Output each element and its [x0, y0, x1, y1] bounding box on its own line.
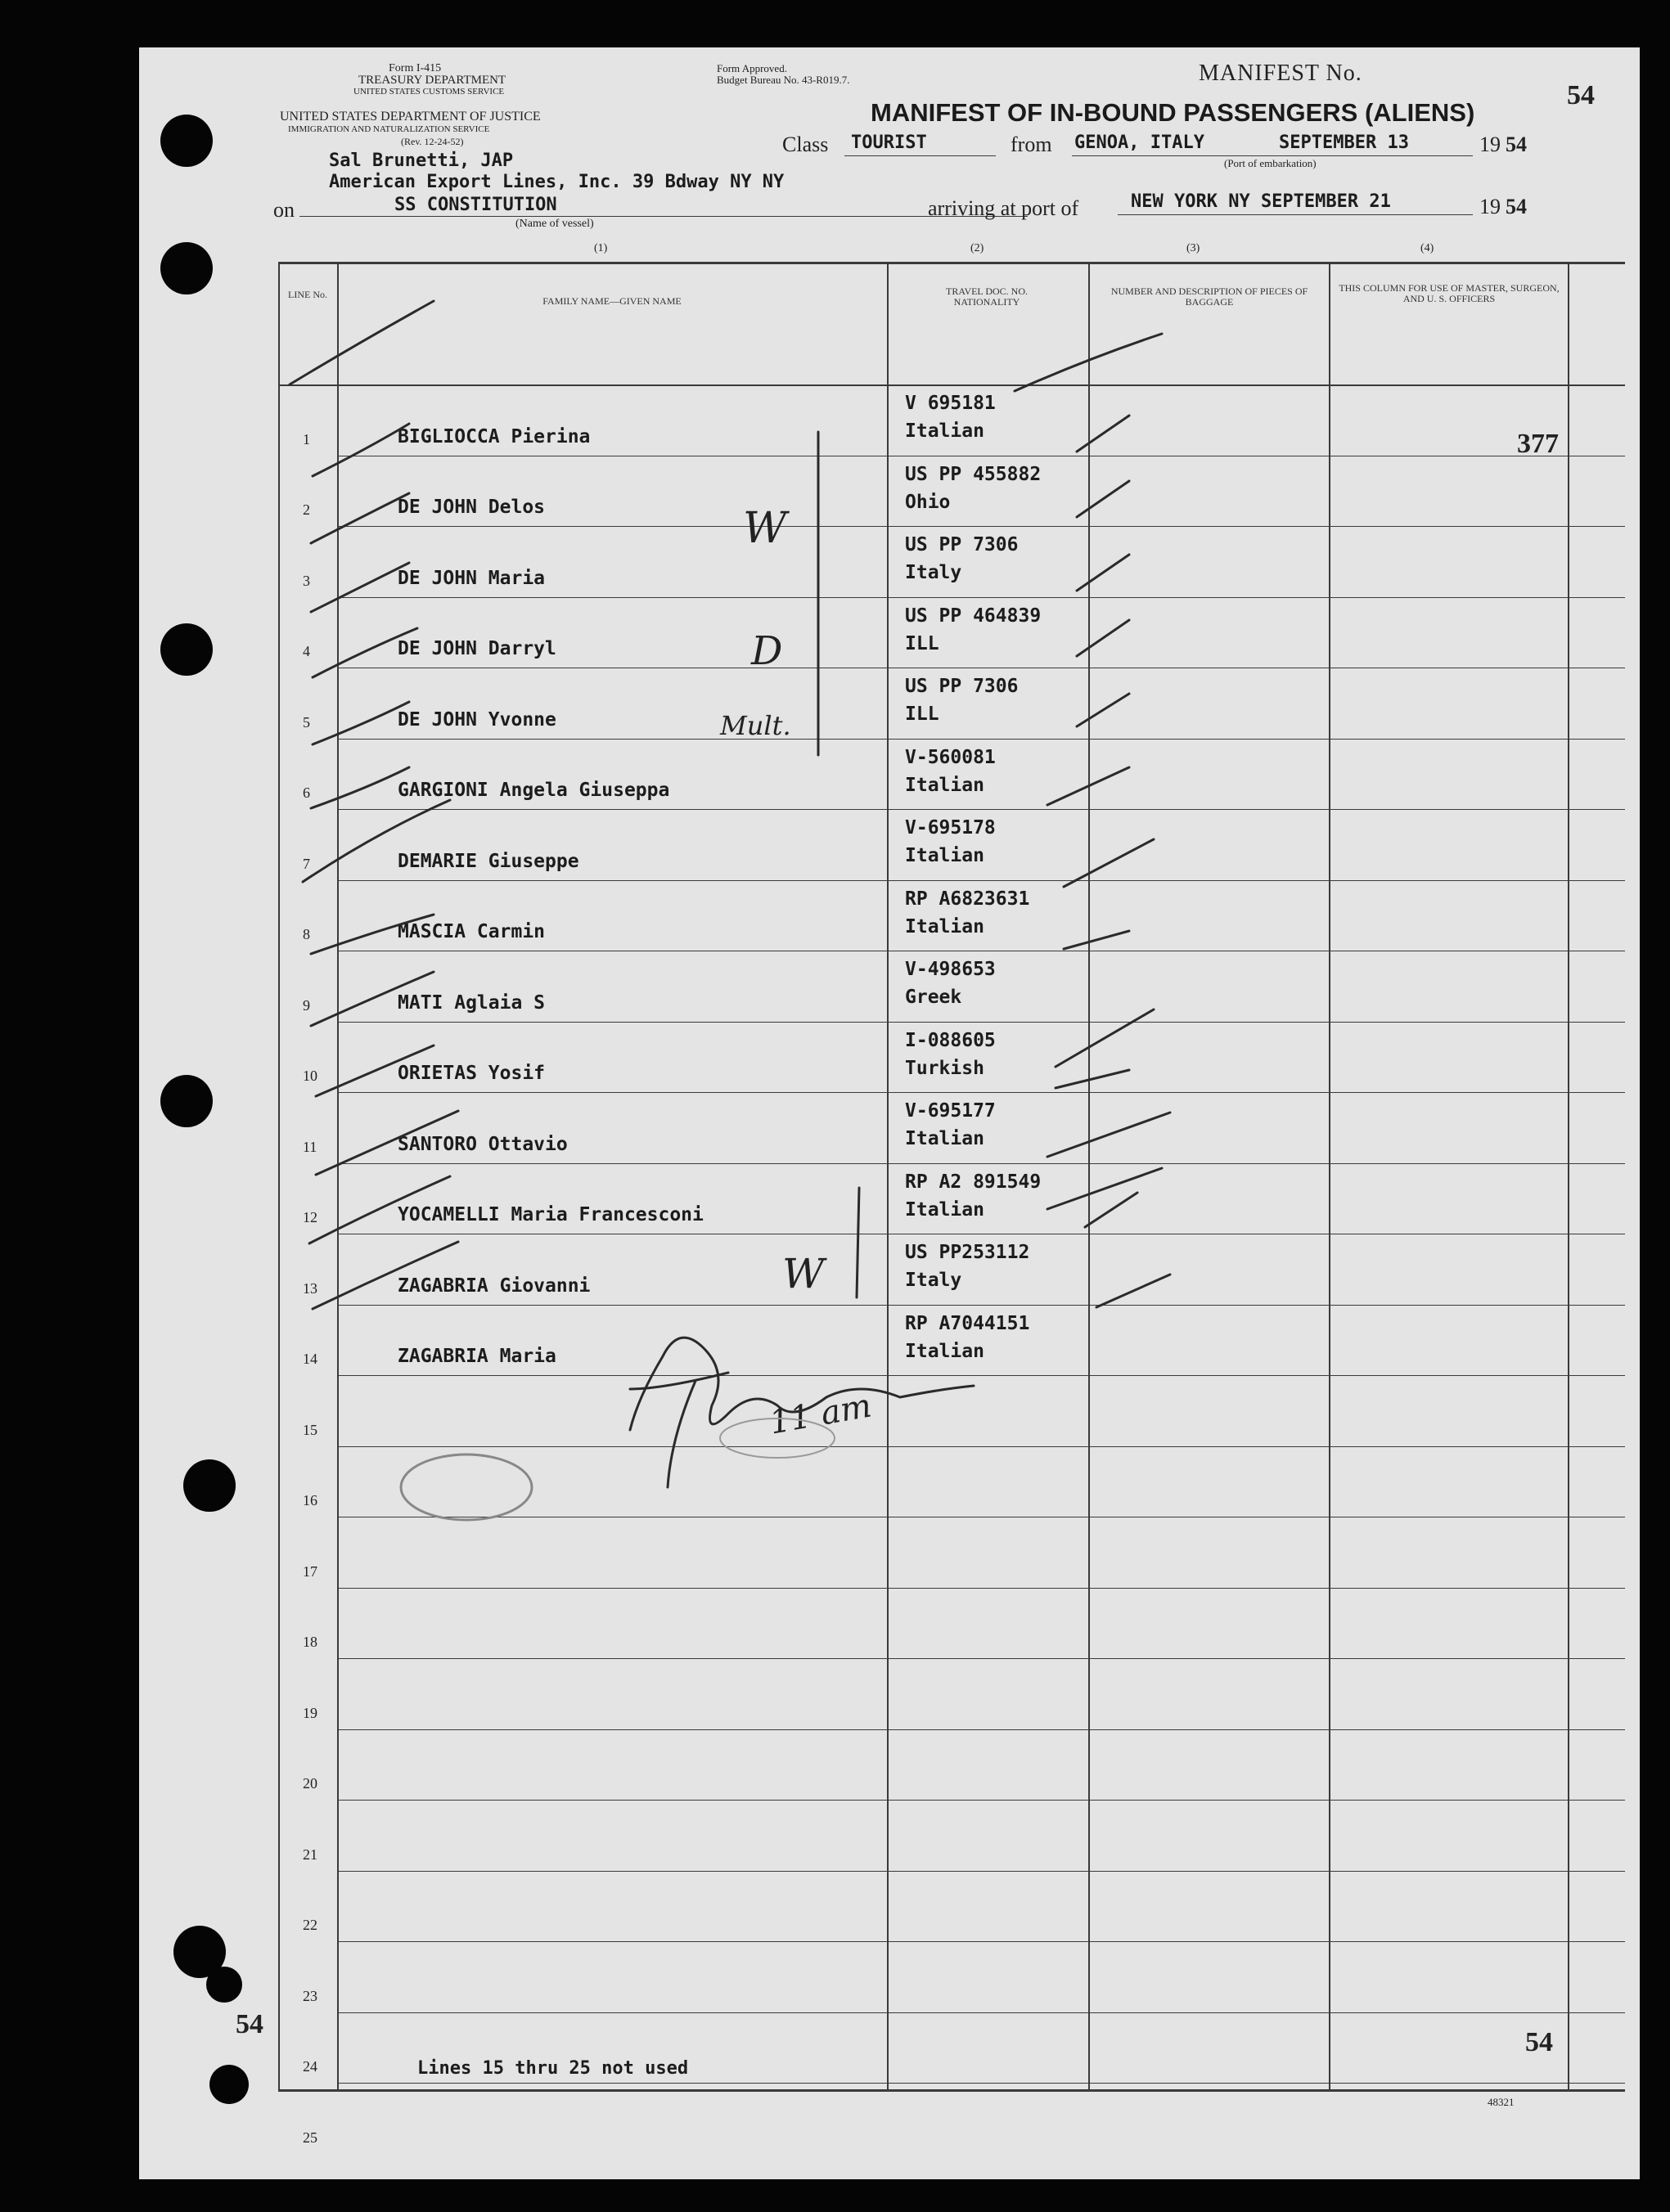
- binder-hole: [160, 623, 213, 676]
- tick-mark: [290, 301, 434, 384]
- tick-mark: [313, 702, 409, 744]
- footer-code: 48321: [1488, 2096, 1515, 2108]
- year-2: 54: [1506, 195, 1527, 218]
- column-number-2: (2): [970, 242, 984, 254]
- binder-hole: [160, 115, 213, 167]
- ins-title: IMMIGRATION AND NATURALIZATION SERVICE: [288, 124, 490, 134]
- nationality: ILL: [905, 633, 939, 654]
- nationality: Italian: [905, 1341, 984, 1362]
- passenger-name: DE JOHN Delos: [398, 497, 546, 518]
- handwritten-w-1: W: [743, 504, 787, 553]
- tick-mark: [1077, 481, 1129, 517]
- line-number: 8: [303, 926, 310, 942]
- doj-title: UNITED STATES DEPARTMENT OF JUSTICE: [280, 110, 541, 124]
- tick-mark: [1056, 1009, 1154, 1067]
- handwritten-d: D: [751, 628, 783, 674]
- tick-mark: [1064, 931, 1129, 949]
- travel-doc-number: V-695178: [905, 817, 996, 838]
- tick-mark: [1077, 416, 1129, 452]
- tick-mark: [316, 1111, 458, 1175]
- revision: (Rev. 12-24-52): [401, 136, 464, 147]
- passenger-name: DE JOHN Darryl: [398, 638, 556, 659]
- page-number-right: 54: [1525, 2027, 1553, 2057]
- travel-doc-number: US PP 455882: [905, 464, 1042, 485]
- tick-mark: [1047, 767, 1129, 805]
- line-number: 10: [303, 1068, 317, 1084]
- form-number: Form I-415: [389, 62, 442, 74]
- passenger-name: DEMARIE Giuseppe: [398, 851, 579, 872]
- arrival-port-date: NEW YORK NY SEPTEMBER 21: [1131, 191, 1391, 212]
- line-number: 9: [303, 997, 310, 1014]
- line-number: 2: [303, 501, 310, 518]
- header-baggage: NUMBER AND DESCRIPTION OF PIECES OF BAGGAGE: [1110, 285, 1308, 308]
- nationality: Ohio: [905, 492, 951, 513]
- tick-mark: [1085, 1193, 1137, 1227]
- line-number: 4: [303, 643, 310, 659]
- handwritten-mult: Mult.: [720, 710, 791, 741]
- year-prefix-2: 19: [1479, 195, 1501, 218]
- binder-hole: [209, 2065, 249, 2104]
- passenger-name: BIGLIOCCA Pierina: [398, 426, 591, 447]
- column-number-3: (3): [1186, 242, 1200, 254]
- tick-mark: [1077, 694, 1129, 726]
- binder-hole: [160, 1075, 213, 1127]
- travel-doc-number: I-088605: [905, 1030, 996, 1051]
- passenger-name: MASCIA Carmin: [398, 921, 546, 942]
- faded-stamp: [720, 1418, 835, 1458]
- line-number: 12: [303, 1209, 317, 1225]
- class-label: Class: [782, 133, 829, 156]
- on-label: on: [273, 198, 295, 222]
- binder-hole: [183, 1459, 236, 1512]
- nationality: Italy: [905, 562, 962, 583]
- passenger-name: ZAGABRIA Maria: [398, 1346, 556, 1367]
- line-number: 7: [303, 856, 310, 872]
- travel-doc-number: V-498653: [905, 959, 996, 980]
- header-line-no: LINE No.: [288, 289, 327, 300]
- page-number-left: 54: [236, 2009, 263, 2039]
- line-number: 20: [303, 1775, 317, 1792]
- binder-hole: [206, 1967, 242, 2003]
- line-number: 17: [303, 1563, 317, 1580]
- manifest-label: MANIFEST No.: [1199, 61, 1362, 86]
- line-company: American Export Lines, Inc. 39 Bdway NY NY: [329, 172, 785, 192]
- travel-doc-number: RP A7044151: [905, 1313, 1030, 1334]
- tick-mark: [1047, 1168, 1162, 1209]
- class-value: TOURIST: [851, 133, 927, 153]
- from-label: from: [1011, 133, 1052, 156]
- travel-doc-number: US PP 7306: [905, 534, 1019, 555]
- passenger-name: YOCAMELLI Maria Francesconi: [398, 1204, 704, 1225]
- travel-doc-number: V-560081: [905, 747, 996, 768]
- nationality: Italian: [905, 916, 984, 937]
- handwritten-time: 11 am: [766, 1387, 875, 1442]
- passenger-name: ORIETAS Yosif: [398, 1063, 546, 1084]
- tick-mark: [311, 972, 434, 1026]
- unused-lines-note: Lines 15 thru 25 not used: [417, 2058, 689, 2079]
- travel-doc-number: US PP 464839: [905, 605, 1042, 627]
- tick-mark: [1056, 1070, 1129, 1088]
- nationality: ILL: [905, 704, 939, 725]
- tick-mark: [311, 915, 434, 954]
- tick-mark: [1096, 1275, 1170, 1307]
- manifest-number: 54: [1567, 80, 1595, 110]
- line-number: 16: [303, 1492, 317, 1508]
- line-number: 14: [303, 1351, 317, 1367]
- line-number: 24: [303, 2058, 317, 2075]
- from-date: SEPTEMBER 13: [1279, 133, 1409, 153]
- signature: [630, 1373, 728, 1389]
- tick-mark: [1015, 334, 1162, 391]
- travel-doc-number: US PP 7306: [905, 676, 1019, 697]
- header-travel-doc: TRAVEL DOC. NO. NATIONALITY: [945, 285, 1028, 308]
- line-number: 23: [303, 1988, 317, 2004]
- year-prefix-1: 19: [1479, 133, 1501, 156]
- nationality: Italian: [905, 775, 984, 796]
- treasury-dept: TREASURY DEPARTMENT: [358, 74, 506, 87]
- faded-stamp: [401, 1454, 532, 1520]
- tick-mark: [309, 1176, 450, 1243]
- travel-doc-number: US PP253112: [905, 1242, 1030, 1263]
- nationality: Italian: [905, 845, 984, 866]
- tick-mark: [1077, 555, 1129, 591]
- form-approved: Form Approved.: [717, 62, 787, 74]
- line-number: 1: [303, 431, 310, 447]
- tick-mark: [311, 493, 409, 543]
- tick-mark: [311, 767, 409, 808]
- nationality: Italian: [905, 1128, 984, 1149]
- ink-marks: [139, 47, 1640, 2179]
- budget-bureau: Budget Bureau No. 43-R019.7.: [717, 74, 850, 86]
- nationality: Italian: [905, 420, 984, 442]
- tick-mark: [313, 628, 417, 677]
- nationality: Italy: [905, 1270, 962, 1291]
- line-number: 21: [303, 1846, 317, 1863]
- tick-mark: [1047, 1113, 1170, 1157]
- customs-service: UNITED STATES CUSTOMS SERVICE: [353, 87, 505, 97]
- nationality: Greek: [905, 987, 962, 1008]
- vessel-name: SS CONSTITUTION: [394, 195, 557, 215]
- tick-mark: [1064, 839, 1154, 887]
- travel-doc-number: RP A2 891549: [905, 1171, 1042, 1193]
- arriving-label: arriving at port of: [928, 196, 1079, 220]
- header-family-name: FAMILY NAME—GIVEN NAME: [542, 295, 682, 307]
- nationality: Turkish: [905, 1058, 984, 1079]
- vessel-note: (Name of vessel): [515, 218, 594, 230]
- officer-mark: 377: [1517, 429, 1559, 459]
- passenger-name: SANTORO Ottavio: [398, 1134, 568, 1155]
- year-1: 54: [1506, 133, 1527, 156]
- header-officers: THIS COLUMN FOR USE OF MASTER, SURGEON, AND U. S. OFFICERS: [1339, 282, 1560, 304]
- line-number: 6: [303, 785, 310, 801]
- column-number-4: (4): [1420, 242, 1434, 254]
- tick-mark: [1077, 620, 1129, 656]
- manifest-page: [139, 47, 1640, 2179]
- travel-doc-number: RP A6823631: [905, 888, 1030, 910]
- line-number: 22: [303, 1917, 317, 1933]
- tick-mark: [316, 1045, 434, 1096]
- line-number: 5: [303, 714, 310, 731]
- tick-mark: [313, 424, 409, 476]
- line-number: 18: [303, 1634, 317, 1650]
- from-port: GENOA, ITALY: [1074, 133, 1204, 153]
- nationality: Italian: [905, 1199, 984, 1221]
- tick-mark: [313, 1242, 458, 1309]
- passenger-name: DE JOHN Maria: [398, 568, 546, 589]
- binder-hole: [160, 242, 213, 294]
- tick-mark: [303, 800, 450, 882]
- travel-doc-number: V-695177: [905, 1100, 996, 1122]
- line-number: 25: [303, 2129, 317, 2146]
- line-number: 19: [303, 1705, 317, 1721]
- line-number: 13: [303, 1280, 317, 1297]
- signature: [668, 1381, 695, 1487]
- manifest-title: MANIFEST OF IN-BOUND PASSENGERS (ALIENS): [871, 98, 1475, 127]
- agent-name: Sal Brunetti, JAP: [329, 151, 514, 171]
- column-number-1: (1): [594, 242, 608, 254]
- line-number: 11: [303, 1139, 317, 1155]
- line-number: 3: [303, 573, 310, 589]
- passenger-name: ZAGABRIA Giovanni: [398, 1275, 591, 1297]
- tick-mark: [311, 563, 409, 612]
- passenger-name: GARGIONI Angela Giuseppa: [398, 780, 670, 801]
- travel-doc-number: V 695181: [905, 393, 996, 414]
- passenger-name: DE JOHN Yvonne: [398, 709, 556, 731]
- port-embark-note: (Port of embarkation): [1224, 157, 1317, 169]
- handwritten-w-2: W: [782, 1250, 825, 1297]
- passenger-name: MATI Aglaia S: [398, 992, 546, 1014]
- line-number: 15: [303, 1422, 317, 1438]
- bracket-line-2: [857, 1188, 859, 1297]
